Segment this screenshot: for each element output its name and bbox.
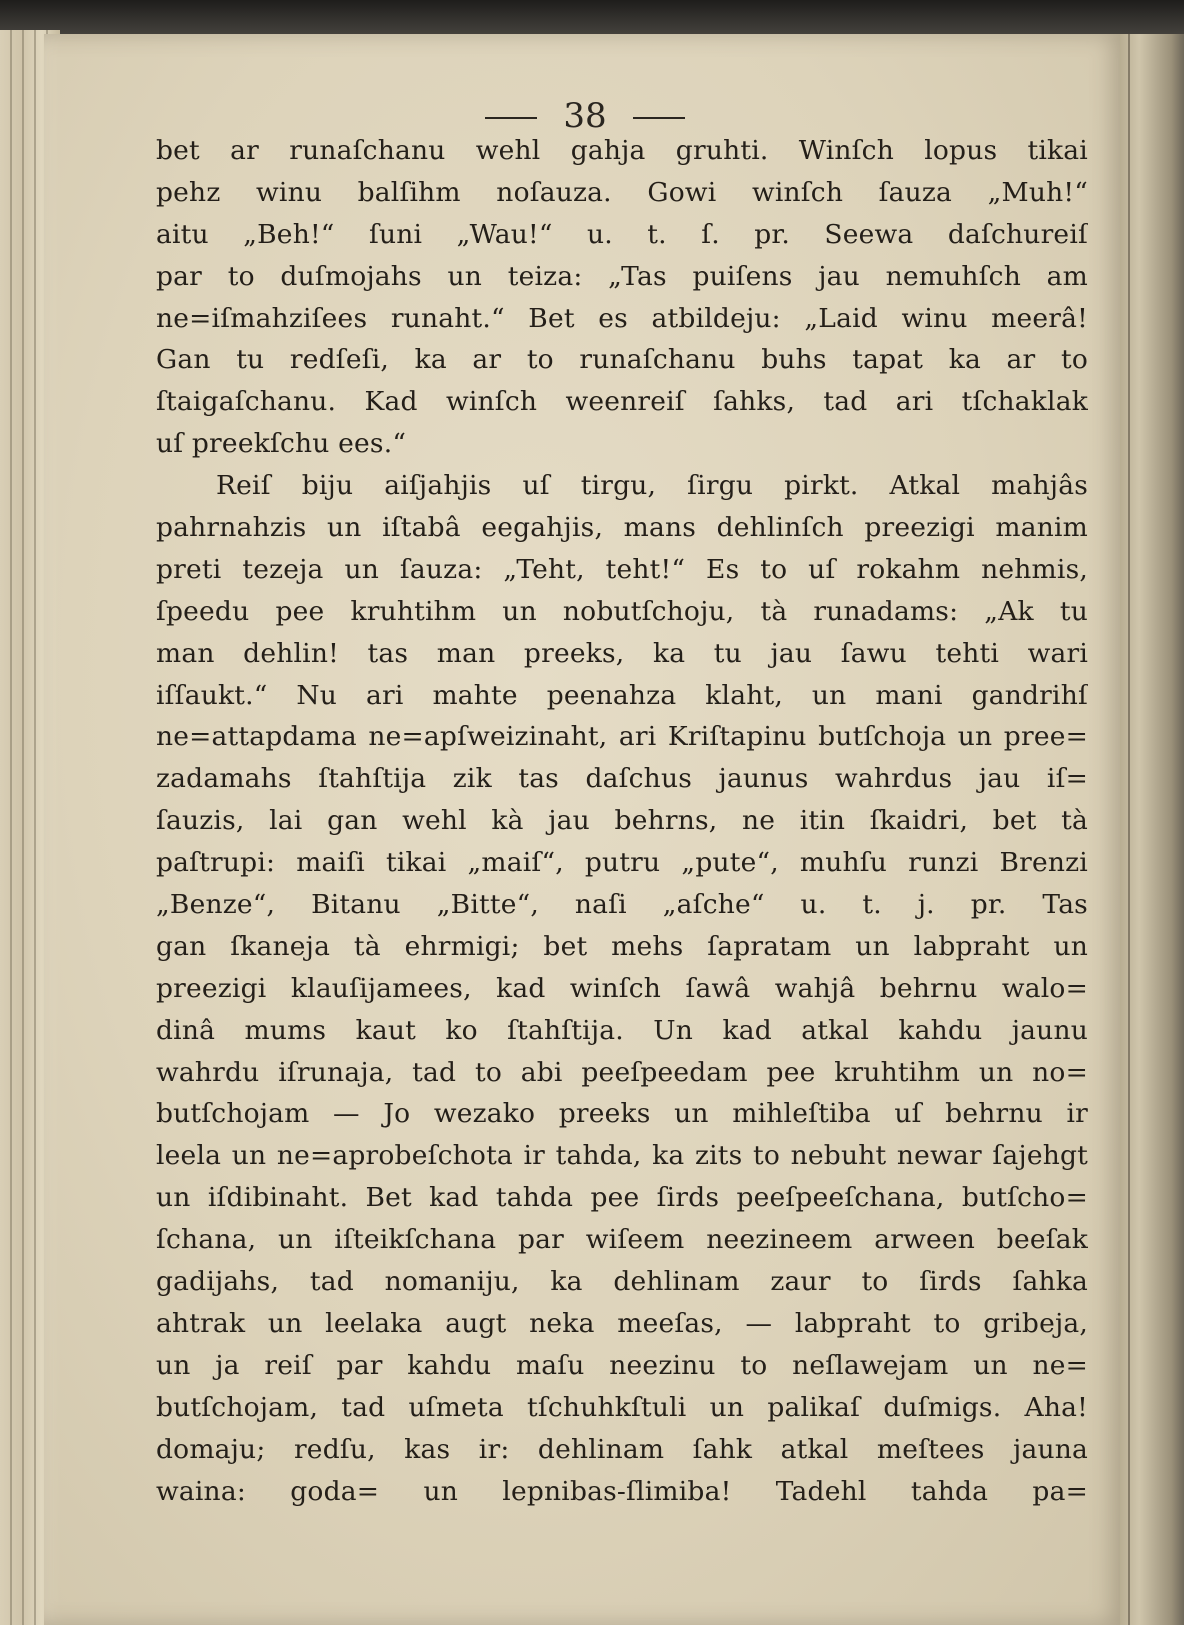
text-line: preti tezeja un ſauza: „Teht, teht!“ Es to uſ rokahm nehmis, [156, 553, 1088, 585]
text-line: aitu „Beh!“ ſuni „Wau!“ u. t. ſ. pr. Seewa daſchureiſ [156, 218, 1088, 250]
header-dash-left [485, 117, 537, 119]
text-line: wahrdu iſrunaja, tad to abi peeſpeedam pee kruhtihm un no= [156, 1056, 1088, 1088]
text-line: leela un ne=aprobeſchota ir tahda, ka zits to nebuht newar ſajehgt [156, 1140, 1088, 1172]
text-line: „Benze“, Bitanu „Bitte“, naſi „aſche“ u. t. j. pr. Tas [156, 889, 1088, 921]
page-number: 38 [563, 96, 607, 136]
text-line: waina: goda= un lepnibas-ſlimiba! Tadehl tahda pa= [156, 1475, 1088, 1507]
text-line: pahrnahzis un iſtabâ eegahjis, mans dehlinſch preezigi manim [156, 512, 1088, 544]
book-page [44, 34, 1126, 1625]
text-line: ſtaigaſchanu. Kad winſch weenreiſ ſahks, tad ari tſchaklak [156, 386, 1088, 418]
text-line: Reiſ biju aiſjahjis uſ tirgu, ſirgu pirkt. Atkal mahjâs [216, 470, 1088, 502]
text-line: ſchana, un iſteikſchana par wiſeem neezineem arween beeſak [156, 1224, 1088, 1256]
text-line: ſpeedu pee kruhtihm un nobutſchoju, tà runadams: „Ak tu [156, 595, 1088, 627]
text-line: pehz winu balſihm noſauza. Gowi winſch ſauza „Muh!“ [156, 176, 1088, 208]
text-line: ahtrak un leelaka augt neka meeſas, — labpraht to gribeja, [156, 1307, 1088, 1339]
text-line: un ja reiſ par kahdu maſu neezinu to neſlawejam un ne= [156, 1349, 1088, 1381]
text-line: ne=iſmahziſees runaht.“ Bet es atbildeju: „Laid winu meerâ! [156, 302, 1088, 334]
text-line: paſtrupi: maiſi tikai „maiſ“, putru „pute“, muhſu runzi Brenzi [156, 847, 1088, 879]
text-line: uſ preekſchu ees.“ [156, 428, 407, 460]
text-line: par to duſmojahs un teiza: „Tas puiſens jau nemuhſch am [156, 260, 1088, 292]
text-line: zadamahs ſtahſtija zik tas daſchus jaunus wahrdus jau iſ= [156, 763, 1088, 795]
text-line: ne=attapdama ne=apſweizinaht, ari Kriſtapinu butſchoja un pree= [156, 721, 1088, 753]
text-line: gadijahs, tad nomaniju, ka dehlinam zaur to ſirds ſahka [156, 1266, 1088, 1298]
text-line: gan ſkaneja tà ehrmigi; bet mehs ſapratam un labpraht un [156, 930, 1088, 962]
text-line: domaju; redſu, kas ir: dehlinam ſahk atkal meſtees jauna [156, 1433, 1088, 1465]
text-line: dinâ mums kaut ko ſtahſtija. Un kad atkal kahdu jaunu [156, 1014, 1088, 1046]
binding-gutter [1120, 34, 1184, 1625]
text-line: butſchojam, tad uſmeta tſchuhkſtuli un palikaſ duſmigs. Aha! [156, 1391, 1088, 1423]
text-line: ſauzis, lai gan wehl kà jau behrns, ne itin ſkaidri, bet tà [156, 805, 1088, 837]
text-line: man dehlin! tas man preeks, ka tu jau ſawu tehti wari [156, 637, 1088, 669]
header-dash-right [633, 117, 685, 119]
text-line: Gan tu redſeſi, ka ar to runaſchanu buhs tapat ka ar to [156, 344, 1088, 376]
text-line: preezigi klauſijamees, kad winſch ſawâ wahjâ behrnu walo= [156, 972, 1088, 1004]
text-line: iſſaukt.“ Nu ari mahte peenahza klaht, un mani gandrihſ [156, 679, 1088, 711]
text-line: un iſdibinaht. Bet kad tahda pee ſirds peeſpeeſchana, butſcho= [156, 1182, 1088, 1214]
page-body-text [156, 130, 1088, 1512]
text-line: butſchojam — Jo wezako preeks un mihleſtiba uſ behrnu ir [156, 1098, 1088, 1130]
text-line: bet ar runaſchanu wehl gahja gruhti. Winſch lopus tikai [156, 135, 1088, 166]
